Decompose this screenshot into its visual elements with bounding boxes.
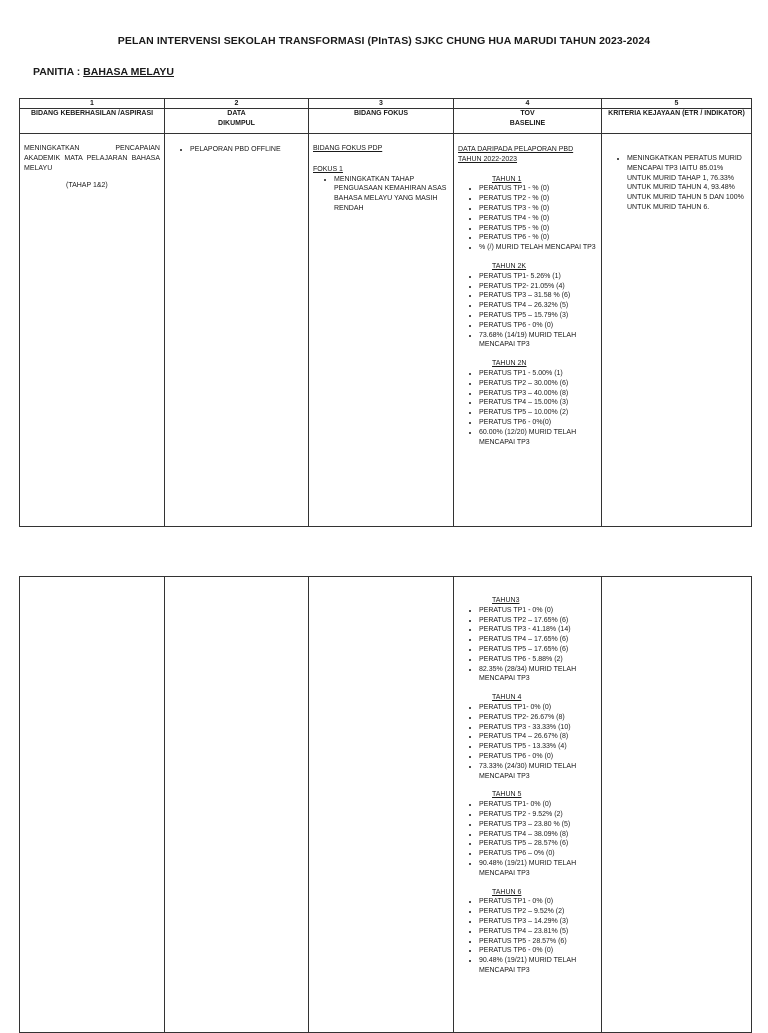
header-tov-baseline	[454, 109, 602, 134]
cell-bidang-fokus	[309, 134, 454, 527]
list-item: • MENINGKATKAN TAHAP PENGUASAAN KEMAHIRAN ASAS BAHASA MELAYU YANG MASIH RENDAH	[334, 175, 449, 214]
list-item: • PERATUS TP1 - 0% (0)	[479, 606, 597, 616]
list-item: • PERATUS TP4 – 23.81% (5)	[479, 927, 597, 937]
intervention-table-page-2	[19, 576, 752, 1033]
list-item: • PERATUS TP6 - 5.88% (2)	[479, 655, 597, 665]
column-number: 2	[165, 99, 309, 109]
baseline-blocks	[458, 596, 597, 976]
aspirasi-text: MENINGKATKAN PENCAPAIAN AKADEMIK MATA PELAJARAN BAHASA MELAYU	[24, 145, 160, 172]
panitia-line	[33, 66, 174, 78]
tahap-text: (TAHAP 1&2)	[66, 182, 108, 190]
list-item: • MENINGKATKAN PERATUS MURID MENCAPAI TP3 IAITU 85.01% UNTUK MURID TAHAP 1, 76.33% UNTUK MURID TAHUN 4, 93.48% UNTUK MURID TAHUN 5 DAN 100% UNTUK MURID TAHUN 6.	[627, 154, 747, 213]
fokus-label: FOKUS 1	[313, 165, 343, 173]
list-item: • PERATUS TP1 - 0% (0)	[479, 897, 597, 907]
tahun-list	[458, 897, 597, 975]
panitia-value: BAHASA MELAYU	[83, 66, 174, 78]
header-kriteria-kejayaan: KRITERIA KEJAYAAN (ETR / INDIKATOR)	[602, 109, 752, 134]
header-line: BASELINE	[509, 120, 546, 127]
document-title: PELAN INTERVENSI SEKOLAH TRANSFORMASI (PInTAS) SJKC CHUNG HUA MARUDI TAHUN 2023-2024	[117, 35, 651, 47]
list-item: • PERATUS TP4 - % (0)	[479, 214, 597, 224]
list-item: • PERATUS TP1- 0% (0)	[479, 703, 597, 713]
data-list	[169, 145, 304, 155]
header-bidang-fokus: BIDANG FOKUS	[309, 109, 454, 134]
cell-kriteria-kejayaan	[602, 577, 752, 1033]
list-item: • PERATUS TP4 – 15.00% (3)	[479, 398, 597, 408]
list-item: • PERATUS TP6 - % (0)	[479, 233, 597, 243]
tahun-list	[458, 703, 597, 781]
header-row	[20, 109, 752, 134]
list-item: • PERATUS TP3 – 23.80 % (5)	[479, 820, 597, 830]
list-item: • PERATUS TP1 - % (0)	[479, 184, 597, 194]
content-row	[20, 577, 752, 1033]
list-item: • PERATUS TP3 – 14.29% (3)	[479, 917, 597, 927]
list-item: • PERATUS TP4 – 26.67% (8)	[479, 732, 597, 742]
tahun-title: TAHUN 1	[492, 175, 522, 183]
header-line: DIKUMPUL	[218, 120, 255, 127]
list-item: • PERATUS TP6 - 0%(0)	[479, 418, 597, 428]
cell-bidang-fokus	[309, 577, 454, 1033]
list-item: • PERATUS TP2 – 17.65% (6)	[479, 616, 597, 626]
list-item: • 90.48% (19/21) MURID TELAH MENCAPAI TP3	[479, 956, 597, 976]
content-row	[20, 134, 752, 527]
cell-data-dikumpul	[165, 577, 309, 1033]
cell-kriteria-kejayaan	[602, 134, 752, 527]
column-number: 5	[602, 99, 752, 109]
tahun-title: TAHUN 6	[492, 888, 522, 896]
list-item: • PERATUS TP6 – 0% (0)	[479, 849, 597, 859]
tahun-list	[458, 800, 597, 878]
cell-data-dikumpul	[165, 134, 309, 527]
list-item: • 90.48% (19/21) MURID TELAH MENCAPAI TP3	[479, 859, 597, 879]
header-line: DATA	[227, 110, 246, 117]
cell-tov-baseline	[454, 577, 602, 1033]
column-number-row	[20, 99, 752, 109]
column-number: 3	[309, 99, 454, 109]
tahun-title: TAHUN 4	[492, 694, 522, 702]
tahun-list	[458, 606, 597, 684]
list-item: • PERATUS TP3 – 40.00% (8)	[479, 389, 597, 399]
fokus-list	[313, 175, 449, 214]
tahun-title: TAHUN 5	[492, 791, 522, 799]
list-item: • PERATUS TP3 – 31.58 % (6)	[479, 291, 597, 301]
tahun-title: TAHUN3	[492, 597, 520, 604]
tahun-title: TAHUN 2N	[492, 360, 527, 368]
header-data-dikumpul	[165, 109, 309, 134]
list-item: • PERATUS TP5 - 28.57% (6)	[479, 937, 597, 947]
intervention-table-page-1	[19, 98, 752, 527]
header-line: TOV	[520, 110, 535, 117]
fokus-title: BIDANG FOKUS PDP	[313, 145, 383, 152]
list-item: • PERATUS TP2- 21.05% (4)	[479, 282, 597, 292]
column-number: 4	[454, 99, 602, 109]
list-item: • PERATUS TP3 - 33.33% (10)	[479, 723, 597, 733]
cell-bidang-keberhasilan	[20, 577, 165, 1033]
column-number: 1	[20, 99, 165, 109]
list-item: • PERATUS TP3 - % (0)	[479, 204, 597, 214]
list-item: • % (/) MURID TELAH MENCAPAI TP3	[479, 243, 597, 253]
list-item: • PERATUS TP3 - 41.18% (14)	[479, 625, 597, 635]
tahun-list	[458, 272, 597, 350]
cell-tov-baseline	[454, 134, 602, 527]
baseline-intro: DATA DARIPADA PELAPORAN PBD TAHUN 2022-2023	[458, 146, 574, 163]
header-bidang-keberhasilan: BIDANG KEBERHASILAN /ASPIRASI	[20, 109, 165, 134]
baseline-blocks	[458, 175, 597, 448]
list-item: • PERATUS TP5 – 28.57% (6)	[479, 839, 597, 849]
list-item: • PERATUS TP5 – 15.79% (3)	[479, 311, 597, 321]
list-item: • 73.68% (14/19) MURID TELAH MENCAPAI TP3	[479, 331, 597, 351]
list-item: • PERATUS TP5 – 17.65% (6)	[479, 645, 597, 655]
list-item: • PERATUS TP2 - 9.52% (2)	[479, 810, 597, 820]
list-item: • 73.33% (24/30) MURID TELAH MENCAPAI TP3	[479, 762, 597, 782]
list-item: • PERATUS TP5 - % (0)	[479, 224, 597, 234]
list-item: • PERATUS TP4 – 26.32% (5)	[479, 301, 597, 311]
list-item: • PERATUS TP2 - % (0)	[479, 194, 597, 204]
kriteria-list	[606, 154, 747, 213]
list-item: • 60.00% (12/20) MURID TELAH MENCAPAI TP3	[479, 428, 597, 448]
tahun-list	[458, 184, 597, 253]
tahun-title: TAHUN 2K	[492, 262, 527, 270]
list-item: • PERATUS TP5 – 10.00% (2)	[479, 408, 597, 418]
list-item: • PERATUS TP6 - 0% (0)	[479, 321, 597, 331]
list-item: • PERATUS TP6 - 0% (0)	[479, 946, 597, 956]
list-item: • PERATUS TP2 – 30.00% (6)	[479, 379, 597, 389]
cell-bidang-keberhasilan	[20, 134, 165, 527]
list-item: • PERATUS TP1 - 5.00% (1)	[479, 369, 597, 379]
list-item: • PERATUS TP4 – 17.65% (6)	[479, 635, 597, 645]
list-item: • 82.35% (28/34) MURID TELAH MENCAPAI TP3	[479, 665, 597, 685]
tahun-list	[458, 369, 597, 447]
list-item: • PERATUS TP4 – 38.09% (8)	[479, 830, 597, 840]
list-item: • PERATUS TP1- 0% (0)	[479, 800, 597, 810]
list-item: • PERATUS TP2 – 9.52% (2)	[479, 907, 597, 917]
list-item: • PELAPORAN PBD OFFLINE	[190, 145, 304, 155]
list-item: • PERATUS TP5 - 13.33% (4)	[479, 742, 597, 752]
list-item: • PERATUS TP6 - 0% (0)	[479, 752, 597, 762]
panitia-label: PANITIA :	[33, 66, 84, 78]
list-item: • PERATUS TP1- 5.26% (1)	[479, 272, 597, 282]
list-item: • PERATUS TP2- 26.67% (8)	[479, 713, 597, 723]
